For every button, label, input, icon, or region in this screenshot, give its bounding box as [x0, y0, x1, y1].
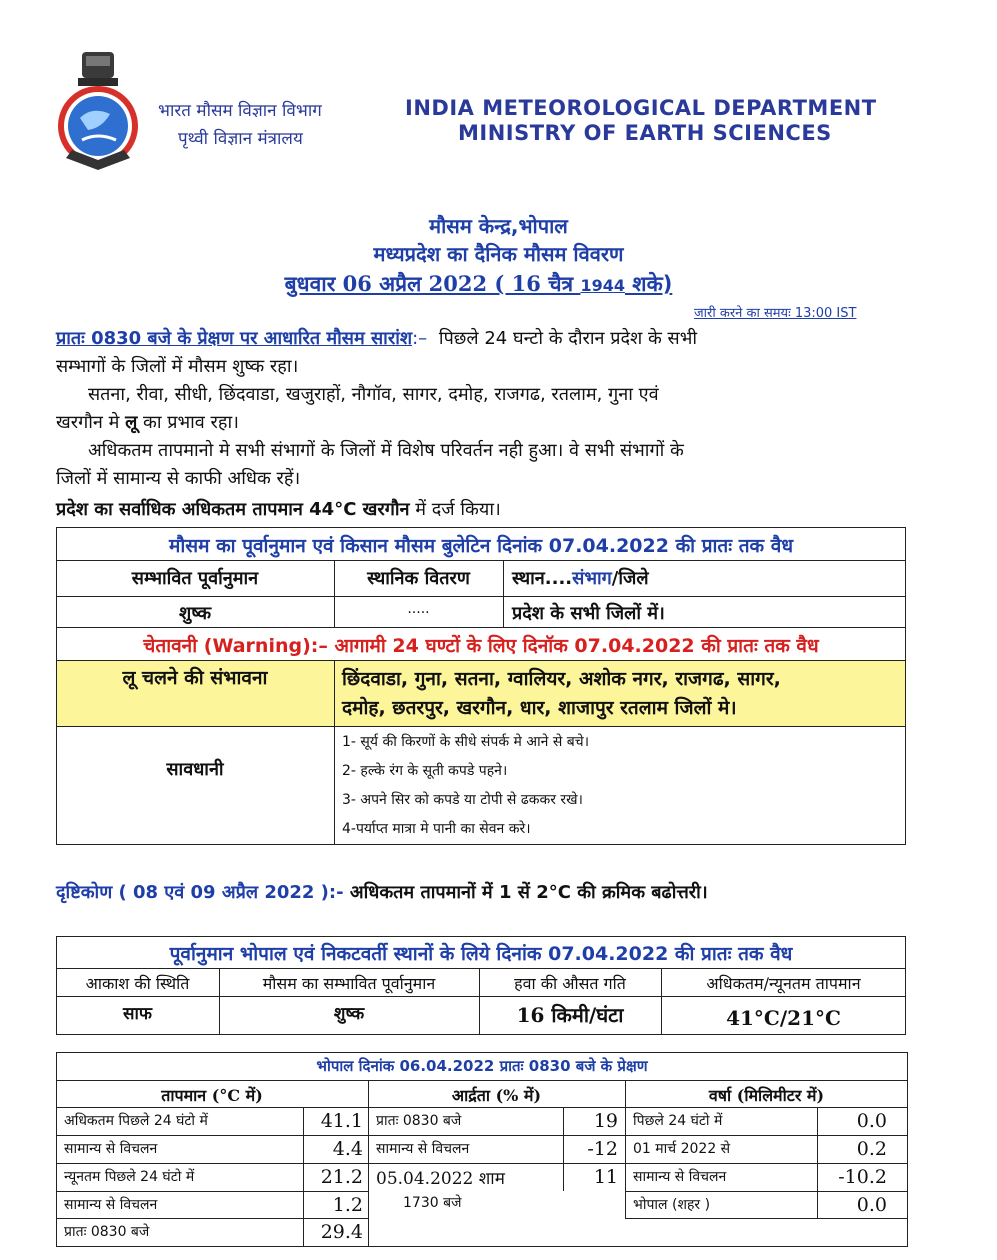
- summary-p1b: सम्भागों के जिलों में मौसम शुष्क रहा।: [56, 356, 299, 377]
- obs-humidity-label: सामान्य से विचलन: [376, 1141, 470, 1157]
- summary-heading: प्रातः 0830 बजे के प्रेक्षण पर आधारित मौसम सारांश: [56, 328, 413, 349]
- obs-temp-label: अधिकतम पिछले 24 घंटो में: [64, 1113, 208, 1129]
- obs-humidity-value: -12: [587, 1138, 618, 1160]
- imd-emblem-icon: [52, 48, 144, 176]
- obs-rain-value: 0.0: [856, 1194, 887, 1216]
- precaution-item: 3- अपने सिर को कपडे या टोपी से ढककर रखे।: [342, 792, 583, 808]
- forecast-col2: स्थानिक वितरण: [367, 568, 470, 589]
- obs-temp-value: 1.2: [332, 1194, 363, 1216]
- table-divider: [368, 1135, 625, 1136]
- title-station: मौसम केन्द्र,भोपाल: [429, 214, 568, 238]
- table-divider: [56, 1163, 368, 1164]
- table-divider: [625, 1135, 908, 1136]
- summary-p4-bold: प्रदेश का सर्वाधिक अधिकतम तापमान 44°C खरगौन: [56, 499, 410, 520]
- precaution-item: 4-पर्याप्त मात्रा मे पानी का सेवन करे।: [342, 821, 531, 837]
- title-date-a: बुधवार 06 अप्रैल 2022 ( 16 चैत्र: [284, 271, 581, 296]
- obs-rain-label: सामान्य से विचलन: [633, 1169, 727, 1185]
- title-date-c: शके): [624, 272, 673, 296]
- obs-temp-label: न्यूनतम पिछले 24 घंटो में: [64, 1169, 195, 1185]
- forecast-col1: सम्भावित पूर्वानुमान: [131, 568, 259, 589]
- table-divider: [625, 1163, 908, 1164]
- title-daily-report: मध्यप्रदेश का दैनिक मौसम विवरण: [373, 242, 624, 266]
- bhopal-header-cell: हवा की औसत गति: [514, 974, 626, 993]
- table-divider: [56, 1135, 368, 1136]
- header-english-line2: MINISTRY OF EARTH SCIENCES: [458, 121, 832, 145]
- table-divider: [625, 1218, 908, 1219]
- header-hindi-line2: पृथ्वी विज्ञान मंत्रालय: [178, 129, 303, 149]
- heatwave-line1: छिंदवाडा, गुना, सतना, ग्वालियर, अशोक नगर, राजगढ, सागर,: [342, 668, 781, 690]
- observation-title: भोपाल दिनांक 06.04.2022 प्रातः 0830 बजे के प्रेक्षण: [316, 1057, 648, 1075]
- precaution-item: 1- सूर्य की किरणों के सीधे संपर्क मे आने से बचे।: [342, 734, 589, 750]
- issue-time: जारी करने का समयः 13:00 IST: [694, 306, 857, 321]
- table-divider: [625, 1191, 908, 1192]
- title-date-b: 1944: [580, 276, 625, 295]
- title-date: [0, 270, 957, 298]
- obs-temp-label: सामान्य से विचलन: [64, 1197, 158, 1213]
- obs-humidity-label2: 1730 बजे: [403, 1195, 462, 1211]
- precaution-label: सावधानी: [166, 759, 224, 780]
- obs-temp-header: तापमान (°C में): [161, 1086, 263, 1105]
- obs-rain-label: भोपाल (शहर ): [633, 1197, 711, 1213]
- obs-rain-label: 01 मार्च 2022 से: [633, 1141, 731, 1157]
- summary-p2b2: लू: [125, 412, 138, 433]
- forecast-col3: [512, 566, 649, 590]
- obs-temp-label: सामान्य से विचलन: [64, 1141, 158, 1157]
- bhopal-value-cell: शुष्क: [333, 1004, 365, 1024]
- summary-p2b3: का प्रभाव रहा।: [137, 412, 239, 433]
- heatwave-label: लू चलने की संभावना: [122, 667, 268, 689]
- table-divider: [368, 1163, 625, 1164]
- header-english-line1: INDIA METEOROLOGICAL DEPARTMENT: [405, 96, 877, 120]
- forecast-row1-col2: .....: [407, 601, 430, 617]
- precaution-item: 2- हल्के रंग के सूती कपडे पहने।: [342, 763, 508, 779]
- summary-line1: [56, 326, 900, 350]
- summary-p2b: [56, 410, 239, 434]
- summary-p2b1: खरगौन मे: [56, 412, 126, 433]
- obs-humidity-label: 05.04.2022 शाम: [376, 1169, 505, 1189]
- summary-p3a: अधिकतम तापमानो मे सभी संभागों के जिलों में विशेष परिवर्तन नही हुआ। वे सभी संभागों के: [88, 440, 684, 461]
- bhopal-value-cell: 41°C/21°C: [726, 1006, 841, 1030]
- forecast-col3a: स्थान....: [512, 568, 573, 589]
- obs-rain-header: वर्षा (मिलिमीटर में): [708, 1086, 825, 1105]
- outlook-label: दृष्टिकोण ( 08 एवं 09 अप्रैल 2022 ):-: [56, 882, 344, 903]
- summary-dash: :–: [412, 328, 428, 349]
- bhopal-forecast-title: पूर्वानुमान भोपाल एवं निकटवर्ती स्थानों के लिये दिनांक 07.04.2022 की प्रातः तक वैध: [169, 943, 793, 965]
- obs-humidity-value: 19: [593, 1110, 618, 1132]
- obs-temp-value: 4.4: [332, 1138, 363, 1160]
- forecast-row1-col1: शुष्क: [178, 603, 212, 624]
- obs-humidity-header: आर्द्रता (% में): [451, 1086, 542, 1105]
- table-divider: [625, 1080, 626, 1218]
- bhopal-value-cell: साफ: [122, 1004, 152, 1024]
- outlook-text: अधिकतम तापमानों में 1 सें 2°C की क्रमिक बढोत्तरी।: [343, 882, 708, 903]
- obs-temp-value: 29.4: [320, 1221, 363, 1243]
- summary-p1a: पिछले 24 घन्टो के दौरान प्रदेश के सभी: [438, 328, 698, 349]
- header-hindi-line1: भारत मौसम विज्ञान विभाग: [158, 101, 322, 121]
- bhopal-header-cell: मौसम का सम्भावित पूर्वानुमान: [262, 974, 436, 993]
- obs-rain-value: -10.2: [838, 1166, 887, 1188]
- summary-p4: [56, 497, 501, 521]
- forecast-row1-col3: प्रदेश के सभी जिलों में।: [512, 603, 665, 624]
- forecast-col3b: संभाग: [572, 568, 612, 589]
- outlook: [56, 880, 708, 904]
- bhopal-header-cell: अधिकतम/न्यूनतम तापमान: [706, 974, 861, 993]
- heatwave-line2: दमोह, छतरपुर, खरगौन, धार, शाजापुर रतलाम जिलों मे।: [342, 697, 737, 719]
- warning-text: चेतावनी (Warning):– आगामी 24 घण्टों के लिए दिनॉक 07.04.2022 की प्रातः तक वैध: [143, 635, 819, 657]
- bhopal-value-cell: 16 किमी/घंटा: [516, 1003, 624, 1027]
- obs-temp-label: प्रातः 0830 बजे: [64, 1224, 150, 1240]
- obs-rain-value: 0.0: [856, 1110, 887, 1132]
- obs-humidity-label: प्रातः 0830 बजे: [376, 1113, 462, 1129]
- table-divider: [56, 1191, 368, 1192]
- obs-rain-label: पिछले 24 घंटो में: [633, 1113, 723, 1129]
- table-divider: [56, 1218, 368, 1219]
- summary-p4-rest: में दर्ज किया।: [409, 499, 501, 520]
- bhopal-header-cell: आकाश की स्थिति: [85, 974, 190, 993]
- forecast-col3c: /जिले: [611, 568, 649, 589]
- forecast-table-title: मौसम का पूर्वानुमान एवं किसान मौसम बुलेटिन दिनांक 07.04.2022 की प्रातः तक वैध: [168, 535, 794, 557]
- obs-temp-value: 41.1: [320, 1110, 363, 1132]
- obs-temp-value: 21.2: [320, 1166, 363, 1188]
- summary-p2a: सतना, रीवा, सीधी, छिंदवाडा, खजुराहों, नौगॉव, सागर, दमोह, राजगढ, रतलाम, गुना एवं: [88, 384, 659, 405]
- obs-rain-value: 0.2: [856, 1138, 887, 1160]
- obs-humidity-value: 11: [593, 1166, 618, 1188]
- summary-p3b: जिलों में सामान्य से काफी अधिक रहें।: [56, 468, 301, 489]
